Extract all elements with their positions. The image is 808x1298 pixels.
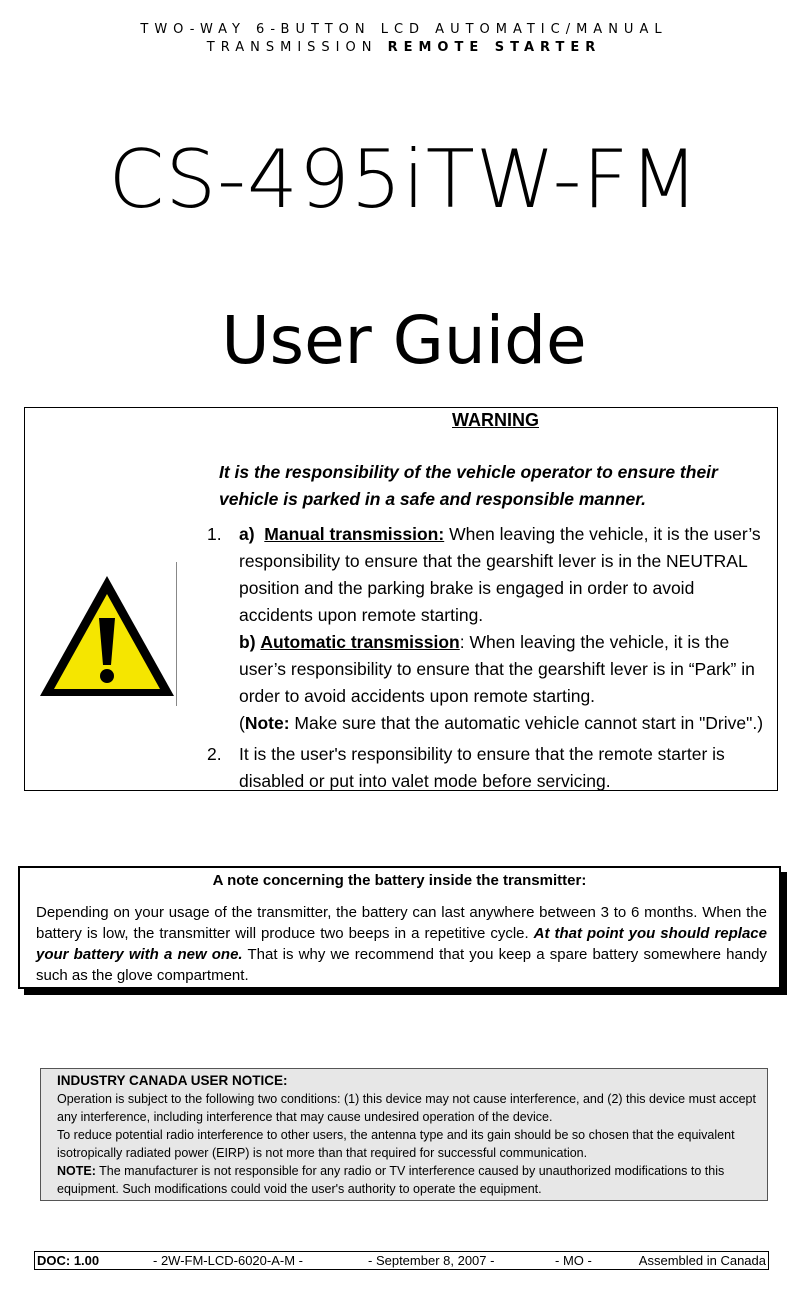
warning-item-1 bbox=[207, 521, 772, 737]
manual-label: Manual transmission: bbox=[264, 524, 445, 544]
industry-canada-note bbox=[57, 1162, 762, 1198]
industry-canada-note-label: NOTE: bbox=[57, 1164, 96, 1178]
item-2-number: 2. bbox=[207, 744, 222, 764]
battery-title: A note concerning the battery inside the transmitter: bbox=[212, 872, 587, 889]
footer-part-number: - 2W-FM-LCD-6020-A-M - bbox=[153, 1253, 303, 1268]
industry-canada-para-2: To reduce potential radio interference to other users, the antenna type and its gain should be so chosen that the equivalent isotropically radiated power (EIRP) is not more than that required for successful communication. bbox=[57, 1128, 735, 1160]
footer-date: - September 8, 2007 - bbox=[368, 1253, 495, 1268]
auto-prefix: b) bbox=[239, 632, 256, 652]
warning-list bbox=[207, 521, 772, 795]
battery-text-emphasis: At that point you should replace your battery with a new one. bbox=[36, 925, 767, 963]
item-1-number: 1. bbox=[207, 524, 222, 544]
auto-text: : When leaving the vehicle, it is the user’s responsibility to ensure that the gearshift lever is in “Park” in order to avoid accidents upon remote starting. bbox=[239, 632, 755, 706]
header-line-2-prefix: TRANSMISSION bbox=[206, 40, 378, 55]
note-open: ( bbox=[239, 713, 245, 733]
industry-canada-para-1: Operation is subject to the following two conditions: (1) this device may not cause interference, and (2) this device must accept any interference, including interference that may cause undesired operation of the device. bbox=[57, 1092, 756, 1124]
icon-divider bbox=[176, 562, 177, 706]
industry-canada-title: INDUSTRY CANADA USER NOTICE: bbox=[57, 1073, 288, 1088]
header-line-2-bold: REMOTE STARTER bbox=[387, 40, 602, 55]
footer-doc: DOC: 1.00 bbox=[37, 1253, 100, 1268]
warning-responsibility: It is the responsibility of the vehicle operator to ensure their vehicle is parked in a safe and responsible manner. bbox=[219, 462, 718, 509]
footer-assembled: Assembled in Canada bbox=[638, 1253, 766, 1268]
auto-label: Automatic transmission bbox=[260, 632, 460, 652]
footer-bar bbox=[34, 1251, 769, 1270]
footer-code: - MO - bbox=[555, 1253, 592, 1268]
manual-prefix: a) bbox=[239, 524, 255, 544]
warning-item-2 bbox=[207, 741, 772, 795]
header-line-2 bbox=[0, 40, 808, 55]
warning-title: WARNING bbox=[452, 410, 539, 430]
header-line-1: TWO-WAY 6-BUTTON LCD AUTOMATIC/MANUAL bbox=[140, 22, 668, 37]
warning-triangle-icon bbox=[36, 572, 178, 706]
item-2-text: It is the user's responsibility to ensure that the remote starter is disabled or put into valet mode before servicing. bbox=[239, 744, 725, 791]
doc-title: User Guide bbox=[221, 302, 587, 379]
battery-text bbox=[36, 902, 767, 986]
industry-canada-notice bbox=[57, 1072, 762, 1198]
model-title: CS-495iTW-FM bbox=[108, 133, 700, 226]
manual-text: When leaving the vehicle, it is the user’s responsibility to ensure that the gearshift lever is in the NEUTRAL position and the parking brake is engaged in order to avoid accidents upon remote starting. bbox=[239, 524, 761, 625]
note-label: Note: bbox=[244, 713, 290, 733]
battery-text-2: That is why we recommend that you keep a spare battery somewhere handy such as the glove compartment. bbox=[36, 946, 768, 984]
battery-text-1: Depending on your usage of the transmitter, the battery can last anywhere between 3 to 6 months. When the battery is low, the transmitter will produce two beeps in a repetitive cycle. bbox=[36, 904, 767, 942]
industry-canada-note-text: The manufacturer is not responsible for any radio or TV interference caused by unauthorized modifications to this equipment. Such modifications could void the user's authority to operate the equipment. bbox=[57, 1164, 725, 1196]
note-text: Make sure that the automatic vehicle cannot start in "Drive".) bbox=[294, 713, 764, 733]
